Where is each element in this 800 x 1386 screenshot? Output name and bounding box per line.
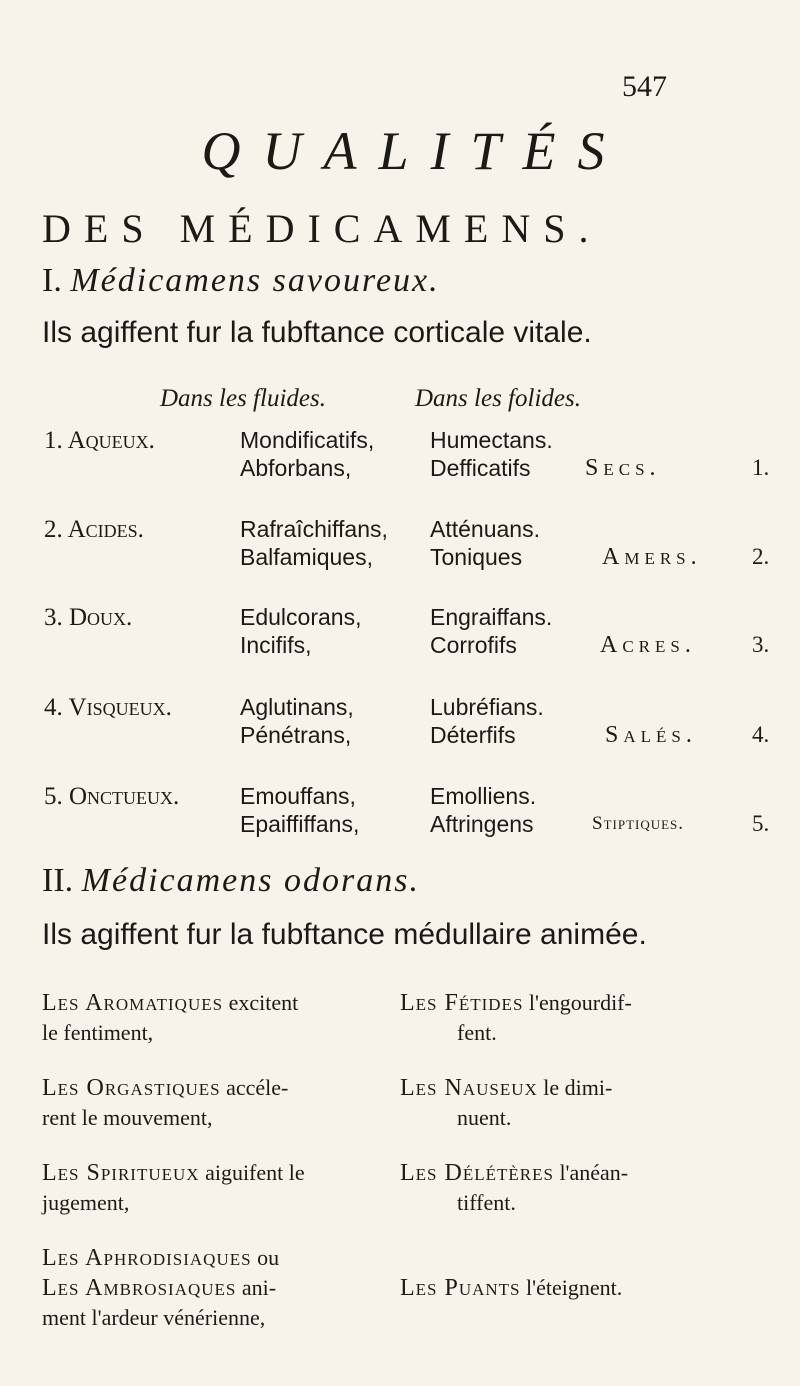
text: l'éteignent.: [526, 1275, 623, 1300]
list-item: [400, 1273, 622, 1303]
term: Les Nauseux: [400, 1075, 538, 1101]
term: Les Ambrosiaques: [42, 1275, 237, 1301]
term: Les Aphrodisiaques: [42, 1245, 252, 1271]
section-intro: Ils agiffent fur la fubftance corticale vitale.: [42, 316, 592, 349]
list-item: [400, 1073, 612, 1133]
table-cell: Pénétrans,: [240, 722, 352, 748]
text: accéle-: [226, 1075, 289, 1100]
text: ani-: [241, 1275, 277, 1300]
list-item: [42, 1073, 288, 1133]
row-number: 2.: [752, 544, 770, 569]
section-heading-2: [42, 862, 420, 900]
list-item: [400, 988, 632, 1048]
table-row-category: 2. Acides.: [44, 516, 144, 543]
section-heading-1: [42, 262, 440, 300]
table-cell: Engraiffans.: [430, 604, 553, 630]
table-cell: Aglutinans,: [240, 694, 354, 720]
text: aiguifent le: [205, 1160, 305, 1185]
list-item: [42, 1243, 279, 1333]
text: jugement,: [42, 1190, 130, 1215]
table-cell: Mondificatifs,: [240, 427, 375, 453]
row-label: Amers.: [602, 544, 702, 570]
section-title: Médicamens odorans.: [81, 862, 420, 899]
table-cell: Toniques: [430, 544, 523, 570]
term: Les Orgastiques: [42, 1075, 221, 1101]
text: nuent.: [457, 1105, 512, 1130]
row-number: 4.: [752, 722, 770, 747]
list-item: [42, 1158, 305, 1218]
term: Les Délétères: [400, 1160, 554, 1186]
column-header-fluides: Dans les fluides.: [160, 385, 326, 412]
table-cell: Emolliens.: [430, 783, 537, 809]
section-intro: Ils agiffent fur la fubftance médullaire animée.: [42, 918, 647, 951]
table-cell: Corrofifs: [430, 632, 517, 658]
table-cell: Atténuans.: [430, 516, 540, 542]
row-label: Salés.: [605, 722, 697, 748]
table-row-category: 3. Doux.: [44, 604, 133, 631]
term: Les Aromatiques: [42, 990, 224, 1016]
table-row-category: 4. Visqueux.: [44, 694, 172, 721]
text: ou: [257, 1245, 280, 1270]
row-number: 5.: [752, 811, 770, 836]
row-label: Stiptiques.: [592, 813, 685, 834]
page-title: QUALITÉS: [201, 121, 627, 181]
row-label: Secs.: [585, 455, 661, 481]
section-numeral: I.: [42, 262, 62, 299]
term: Les Puants: [400, 1275, 521, 1301]
table-cell: Lubréfians.: [430, 694, 544, 720]
table-cell: Humectans.: [430, 427, 553, 453]
table-cell: Abforbans,: [240, 455, 352, 481]
table-cell: Rafraîchiffans,: [240, 516, 388, 542]
text: tiffent.: [457, 1190, 516, 1215]
table-cell: Defficatifs: [430, 455, 531, 481]
row-number: 1.: [752, 455, 770, 480]
text: l'anéan-: [559, 1160, 629, 1185]
page-subtitle: DES MÉDICAMENS.: [42, 206, 602, 251]
table-cell: Epaiffiffans,: [240, 811, 360, 837]
table-cell: Emouffans,: [240, 783, 356, 809]
table-cell: Aftringens: [430, 811, 534, 837]
text: le fentiment,: [42, 1020, 154, 1045]
table-cell: Incififs,: [240, 632, 312, 658]
text: fent.: [457, 1020, 497, 1045]
text: le dimi-: [543, 1075, 613, 1100]
term: Les Spiritueux: [42, 1160, 200, 1186]
row-number: 3.: [752, 632, 770, 657]
table-row-category: 5. Onctueux.: [44, 783, 180, 810]
table-cell: Balfamiques,: [240, 544, 373, 570]
list-item: [400, 1158, 628, 1218]
term: Les Fétides: [400, 990, 524, 1016]
section-numeral: II.: [42, 862, 74, 899]
table-cell: Déterfifs: [430, 722, 516, 748]
table-row-category: 1. Aqueux.: [44, 427, 155, 454]
text: ment l'ardeur vénérienne,: [42, 1305, 266, 1330]
text: rent le mouvement,: [42, 1105, 213, 1130]
page-number: 547: [622, 70, 667, 103]
table-cell: Edulcorans,: [240, 604, 362, 630]
section-title: Médicamens savoureux.: [70, 262, 440, 299]
column-header-solides: Dans les folides.: [415, 385, 581, 412]
text: excitent: [228, 990, 299, 1015]
text: l'engourdif-: [528, 990, 632, 1015]
list-item: [42, 988, 298, 1048]
row-label: Acres.: [600, 632, 696, 658]
